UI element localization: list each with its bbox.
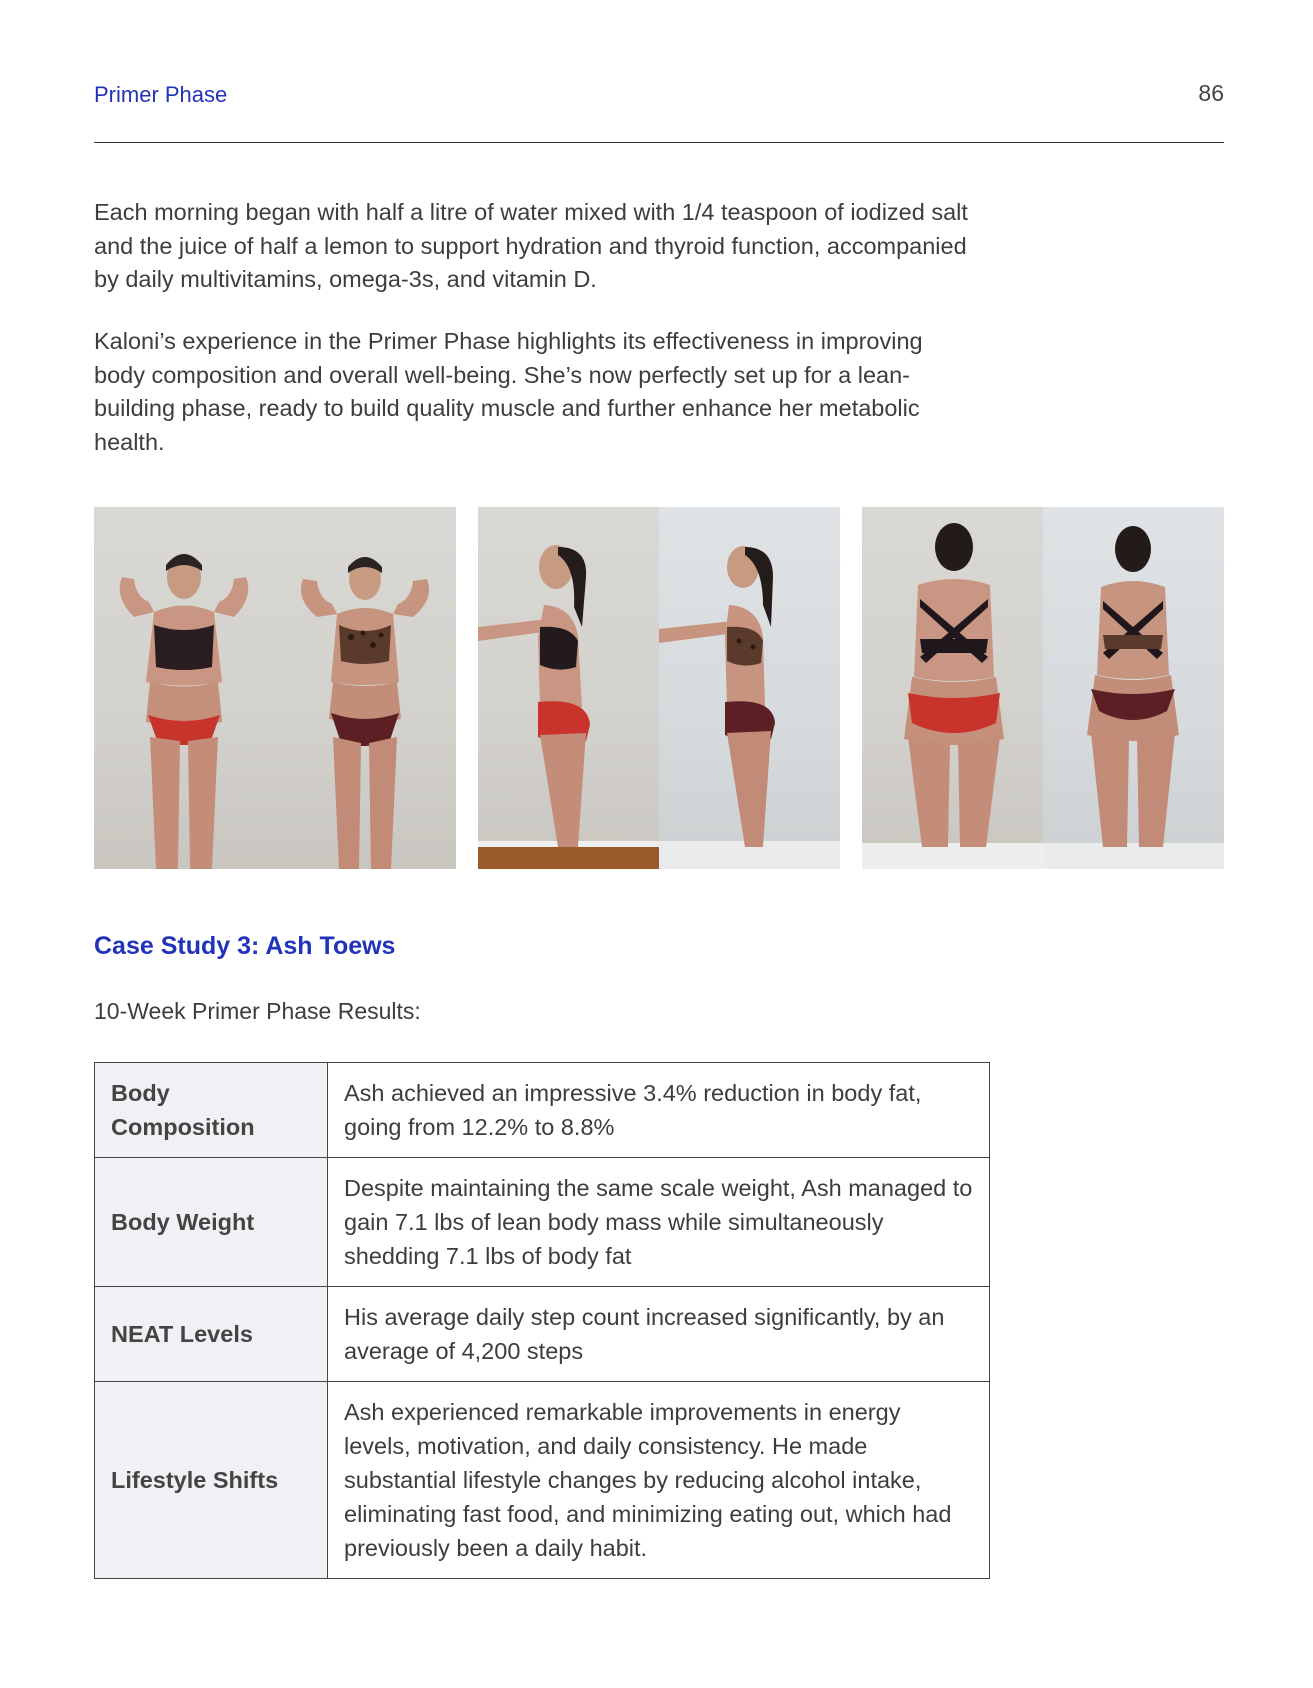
table-row bbox=[95, 1158, 990, 1287]
photo-back-before bbox=[862, 507, 1043, 869]
figure-side-after bbox=[659, 507, 840, 869]
table-row bbox=[95, 1287, 990, 1382]
photo-pair-side bbox=[478, 507, 840, 869]
figure-front-before bbox=[94, 507, 275, 869]
row-label: Body Weight bbox=[95, 1158, 328, 1287]
photo-pair-front bbox=[94, 507, 456, 869]
photo-front-after bbox=[275, 507, 456, 869]
page-header bbox=[94, 78, 1224, 143]
photo-front-before bbox=[94, 507, 275, 869]
progress-photos bbox=[94, 507, 1224, 869]
table-row bbox=[95, 1063, 990, 1158]
row-label: Body Composition bbox=[95, 1063, 328, 1158]
results-table bbox=[94, 1062, 990, 1579]
results-intro: 10-Week Primer Phase Results: bbox=[94, 998, 421, 1024]
row-text: His average daily step count increased significantly, by an average of 4,200 steps bbox=[328, 1287, 990, 1382]
figure-back-before bbox=[862, 507, 1043, 869]
section-title: Primer Phase bbox=[94, 82, 228, 107]
table-row bbox=[95, 1382, 990, 1579]
photo-back-after bbox=[1043, 507, 1224, 869]
row-label: Lifestyle Shifts bbox=[95, 1382, 328, 1579]
photo-side-before bbox=[478, 507, 659, 869]
row-text: Despite maintaining the same scale weight, Ash managed to gain 7.1 lbs of lean body mass while simultaneously shedding 7.1 lbs of body fat bbox=[328, 1158, 990, 1287]
paragraph-kaloni-experience: Kaloni’s experience in the Primer Phase highlights its effectiveness in improving body composition and overall well-being. She’s now perfectly set up for a lean-building phase, ready to build quality muscle and further enhance her metabolic health. bbox=[94, 328, 923, 455]
photo-side-after bbox=[659, 507, 840, 869]
row-label: NEAT Levels bbox=[95, 1287, 328, 1382]
case-study-heading: Case Study 3: Ash Toews bbox=[94, 932, 396, 960]
figure-back-after bbox=[1043, 507, 1224, 869]
page-number: 86 bbox=[1198, 80, 1224, 106]
figure-side-before bbox=[478, 507, 659, 869]
paragraph-morning-routine: Each morning began with half a litre of water mixed with 1/4 teaspoon of iodized salt and the juice of half a lemon to support hydration and thyroid function, accompanied by daily multivitamins, omega-3s, and vitamin D. bbox=[94, 199, 968, 292]
row-text: Ash achieved an impressive 3.4% reduction in body fat, going from 12.2% to 8.8% bbox=[328, 1063, 990, 1158]
row-text: Ash experienced remarkable improvements in energy levels, motivation, and daily consistency. He made substantial lifestyle changes by reducing alcohol intake, eliminating fast food, and minimizing eating out, which had previously been a daily habit. bbox=[328, 1382, 990, 1579]
figure-front-after bbox=[275, 507, 456, 869]
photo-pair-back bbox=[862, 507, 1224, 869]
